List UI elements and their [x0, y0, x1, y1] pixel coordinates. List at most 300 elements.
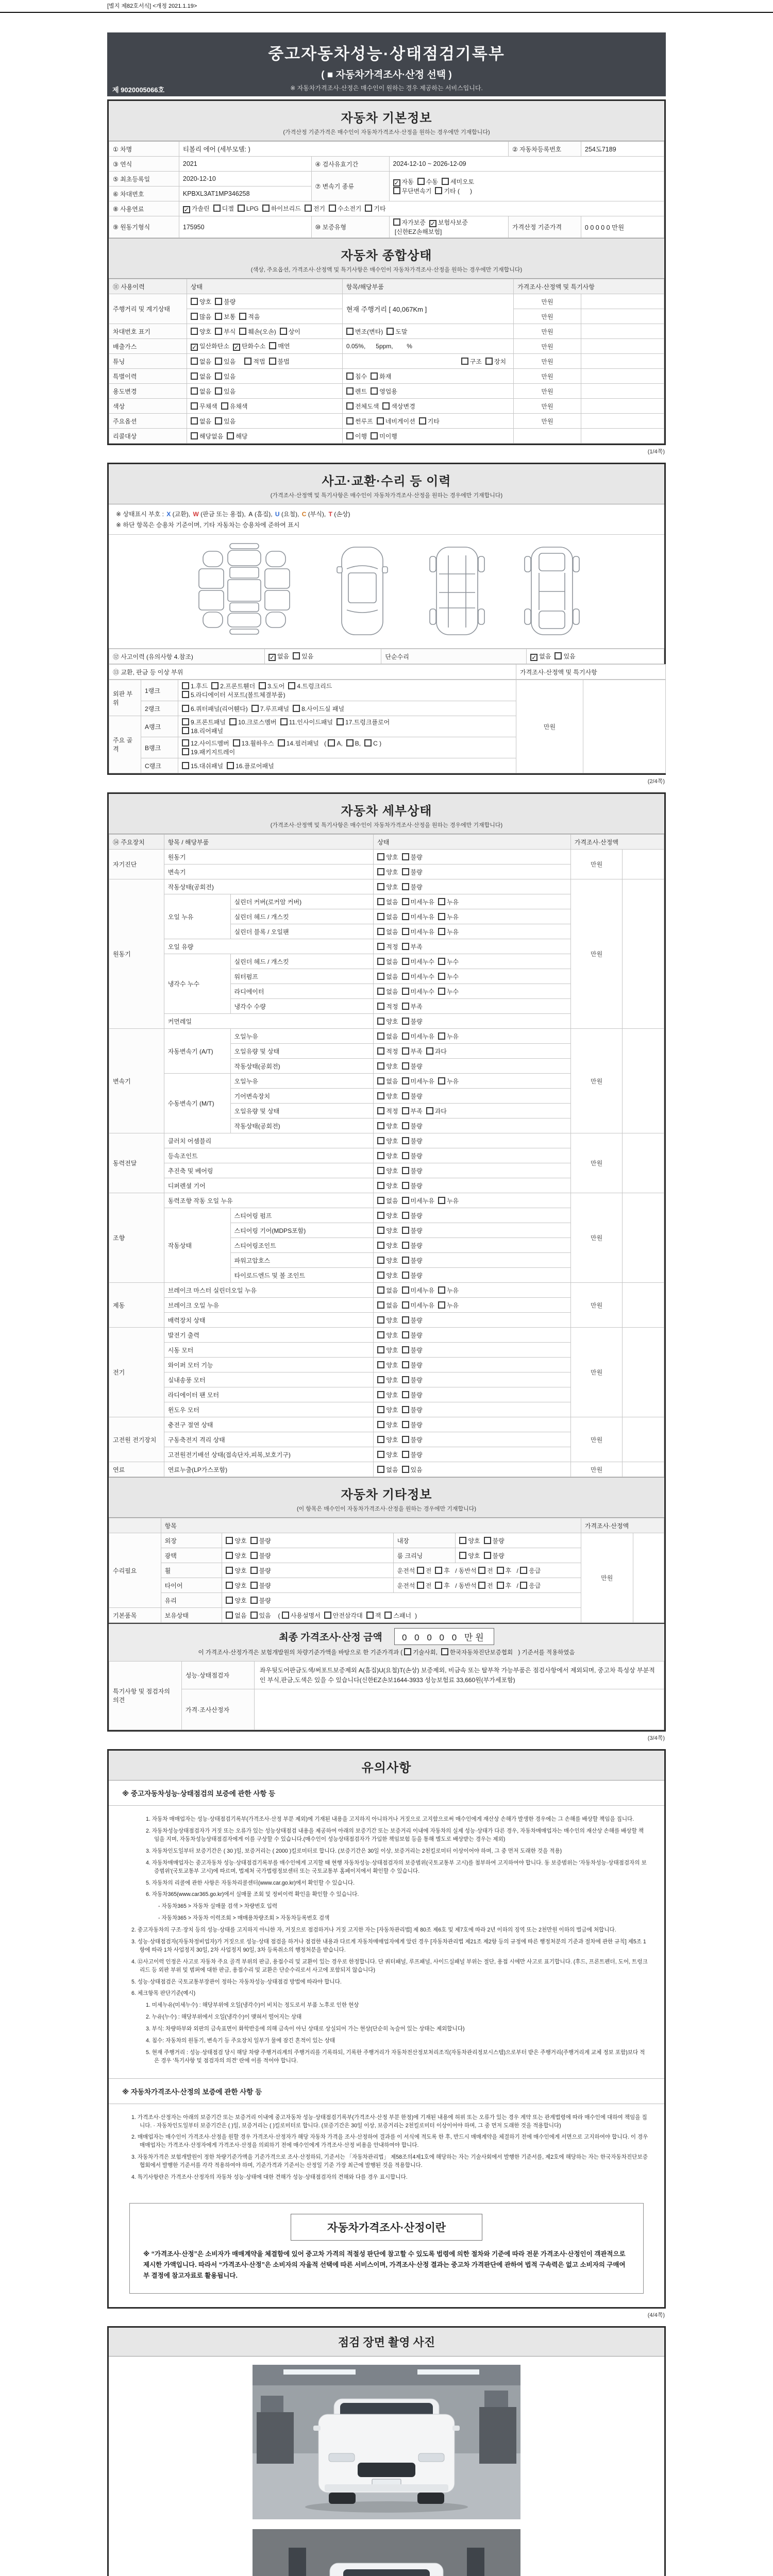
checkbox[interactable]	[191, 372, 198, 380]
checkbox[interactable]	[386, 328, 394, 335]
checkbox[interactable]	[215, 387, 222, 395]
photo-area	[109, 2357, 664, 2576]
checkbox[interactable]	[402, 1451, 409, 1458]
checkbox-option	[402, 942, 423, 951]
checkbox[interactable]	[211, 682, 219, 689]
checkbox[interactable]	[402, 1227, 409, 1234]
checkbox[interactable]	[250, 1552, 258, 1559]
checkbox[interactable]	[402, 1062, 409, 1070]
checkbox[interactable]	[346, 372, 354, 380]
checkbox[interactable]	[226, 1537, 233, 1544]
checkbox[interactable]	[215, 372, 222, 380]
checkbox[interactable]	[215, 358, 222, 365]
checkbox[interactable]	[402, 1107, 409, 1114]
checkbox[interactable]	[402, 913, 409, 920]
checkbox-label: 누유	[446, 913, 459, 921]
checkbox[interactable]	[377, 1152, 384, 1159]
price-cell: 만원	[570, 1029, 623, 1133]
checkbox[interactable]	[377, 1182, 384, 1189]
checkbox[interactable]	[259, 682, 266, 689]
checkbox[interactable]	[262, 205, 270, 212]
car-diagram-underbody	[418, 542, 496, 640]
checkbox[interactable]	[377, 1451, 384, 1458]
checkbox[interactable]	[393, 218, 400, 226]
checkbox[interactable]: ✓	[191, 344, 197, 351]
checkbox[interactable]: ✓	[183, 206, 189, 213]
notice-title: 유의사항	[361, 1761, 412, 1775]
checkbox[interactable]	[329, 205, 336, 212]
checkbox[interactable]	[402, 1003, 409, 1010]
checkbox-option	[191, 342, 229, 351]
checkbox[interactable]	[459, 1552, 466, 1559]
checkbox[interactable]	[377, 1047, 384, 1055]
checkbox[interactable]	[402, 1361, 409, 1368]
checkbox[interactable]	[402, 1032, 409, 1040]
checkbox[interactable]	[377, 1032, 384, 1040]
checkbox[interactable]	[402, 868, 409, 875]
checkbox[interactable]	[435, 1582, 442, 1589]
checkbox[interactable]	[426, 1047, 433, 1055]
checkbox-option	[250, 1551, 271, 1560]
checkbox[interactable]	[377, 1406, 384, 1413]
label-cell: 주요옵션	[109, 414, 187, 429]
checkbox[interactable]	[269, 358, 276, 365]
checkbox[interactable]	[377, 1436, 384, 1443]
checkbox[interactable]	[226, 1552, 233, 1559]
price-definition-title: 자동차가격조사·산정이란	[291, 2214, 482, 2241]
checkbox[interactable]	[402, 1391, 409, 1398]
checkbox[interactable]	[278, 739, 285, 747]
checkbox[interactable]	[377, 1077, 384, 1084]
label-cell: 작동상태(공회전)	[230, 1118, 374, 1133]
checkbox[interactable]	[377, 1316, 384, 1324]
checkbox-label: 훼손(오손)	[248, 328, 276, 335]
checkbox[interactable]	[239, 328, 246, 335]
checkbox-label: 양호	[386, 868, 398, 876]
checkbox-label: 양호	[386, 1346, 398, 1354]
table-row	[109, 1689, 664, 1730]
checkbox-label: 있음	[563, 653, 576, 660]
checkbox[interactable]	[402, 1092, 409, 1099]
checkbox[interactable]	[346, 739, 354, 747]
checkbox[interactable]	[497, 1567, 504, 1574]
checkbox[interactable]	[182, 682, 189, 689]
checkbox[interactable]	[226, 1612, 233, 1619]
checkbox[interactable]	[402, 1346, 409, 1353]
checkbox[interactable]	[402, 1301, 409, 1309]
checkbox[interactable]	[250, 1567, 258, 1574]
checkbox[interactable]	[293, 652, 300, 659]
checkbox[interactable]	[402, 1152, 409, 1159]
checkbox-label: 적법	[253, 358, 265, 365]
checkbox[interactable]	[182, 748, 189, 755]
checkbox[interactable]	[402, 853, 409, 860]
remarks-table	[109, 1661, 664, 1730]
checkbox[interactable]	[402, 1466, 409, 1473]
table-row	[109, 1593, 664, 1608]
checkbox[interactable]	[426, 1107, 433, 1114]
checkbox-option	[377, 1316, 398, 1325]
checkbox[interactable]	[402, 1242, 409, 1249]
checkbox[interactable]: ✓	[531, 654, 537, 661]
checkbox[interactable]	[484, 1537, 491, 1544]
checkbox[interactable]	[346, 402, 354, 410]
checkbox[interactable]	[393, 187, 400, 194]
checkbox-option	[377, 1062, 398, 1071]
checkbox[interactable]: ✓	[430, 220, 435, 227]
checkbox[interactable]	[377, 1197, 384, 1204]
checkbox-option	[346, 327, 383, 336]
checkbox[interactable]	[402, 1212, 409, 1219]
checkbox[interactable]	[417, 1582, 424, 1589]
checkbox[interactable]	[227, 432, 234, 439]
checkbox[interactable]	[213, 205, 221, 212]
checkbox[interactable]	[438, 1301, 445, 1309]
checkbox[interactable]	[402, 1137, 409, 1144]
checkbox[interactable]	[377, 1242, 384, 1249]
checkbox[interactable]	[377, 1227, 384, 1234]
checkbox[interactable]	[250, 1537, 258, 1544]
accident-history-checkbox-cell	[264, 649, 381, 664]
checkbox[interactable]	[402, 1272, 409, 1279]
checkbox[interactable]	[402, 1421, 409, 1428]
checkbox-label: 양호	[386, 1227, 398, 1234]
label-cell: A랭크	[141, 716, 178, 737]
checkbox[interactable]	[377, 913, 384, 920]
checkbox[interactable]	[478, 1582, 485, 1589]
checkbox[interactable]	[438, 1077, 445, 1084]
checkbox[interactable]	[438, 973, 445, 980]
checkbox-cell	[222, 1578, 393, 1593]
checkbox[interactable]	[346, 417, 354, 425]
checkbox-option	[459, 1551, 480, 1560]
final-price-label: 최종 가격조사·산정 금액	[279, 1632, 382, 1643]
checkbox[interactable]	[305, 205, 312, 212]
cell-text: )	[415, 1612, 417, 1619]
checkbox-option	[269, 342, 290, 350]
checkbox-cell	[374, 984, 570, 999]
checkbox[interactable]	[191, 358, 198, 365]
checkbox[interactable]	[377, 1346, 384, 1353]
checkbox[interactable]	[402, 1018, 409, 1025]
checkbox[interactable]	[377, 1466, 384, 1473]
checkbox-option	[402, 1122, 423, 1130]
checkbox-option	[377, 1286, 398, 1295]
checkbox[interactable]	[377, 1003, 384, 1010]
checkbox[interactable]	[438, 913, 445, 920]
checkbox-option	[393, 177, 414, 187]
checkbox[interactable]	[402, 928, 409, 935]
checkbox-option	[226, 1536, 246, 1545]
checkbox[interactable]	[520, 1567, 527, 1574]
checkbox[interactable]	[402, 958, 409, 965]
checkbox-label: 화재	[379, 372, 392, 380]
checkbox[interactable]	[227, 762, 234, 769]
checkbox[interactable]	[438, 1286, 445, 1294]
checkbox[interactable]	[328, 739, 335, 747]
checkbox[interactable]	[402, 1316, 409, 1324]
checkbox[interactable]	[377, 883, 384, 890]
column-header	[109, 1518, 161, 1533]
checkbox[interactable]	[229, 718, 237, 725]
price-definition-box	[129, 2203, 644, 2294]
checkbox-option	[250, 1596, 271, 1605]
checkbox[interactable]	[402, 1047, 409, 1055]
checkbox[interactable]	[402, 1197, 409, 1204]
checkbox[interactable]	[402, 1331, 409, 1338]
checkbox[interactable]	[377, 1391, 384, 1398]
checkbox[interactable]	[251, 705, 259, 712]
checkbox[interactable]	[377, 853, 384, 860]
checkbox-option	[346, 417, 373, 426]
checkbox[interactable]	[402, 1122, 409, 1129]
checkbox-label: 누수	[446, 958, 459, 965]
checkbox-option	[402, 1092, 423, 1100]
checkbox[interactable]	[402, 883, 409, 890]
checkbox-label: 7.루프패널	[260, 705, 290, 713]
checkbox[interactable]	[280, 718, 288, 725]
checkbox[interactable]	[435, 1567, 442, 1574]
checkbox[interactable]	[191, 328, 198, 335]
checkbox[interactable]	[402, 1286, 409, 1294]
checkbox[interactable]	[288, 682, 295, 689]
checkbox[interactable]	[377, 1167, 384, 1174]
checkbox[interactable]	[438, 988, 445, 995]
checkbox[interactable]	[215, 328, 222, 335]
legend-text: (부식),	[306, 511, 328, 518]
checkbox-label: 13.휠하우스	[241, 740, 274, 747]
column-header: 가격조사·산정액	[581, 1518, 664, 1533]
checkbox[interactable]	[461, 358, 468, 365]
checkbox-label: 불량	[410, 853, 423, 861]
checkbox[interactable]: ✓	[394, 179, 399, 187]
checkbox[interactable]	[215, 313, 222, 320]
checkbox-option	[441, 1648, 513, 1656]
checkbox[interactable]	[438, 1032, 445, 1040]
checkbox[interactable]	[239, 313, 246, 320]
checkbox[interactable]	[250, 1582, 258, 1589]
checkbox-option	[366, 1611, 381, 1620]
checkbox[interactable]	[346, 328, 354, 335]
checkbox[interactable]	[442, 178, 449, 185]
checkbox-cell	[178, 701, 516, 716]
checkbox[interactable]	[182, 705, 189, 712]
checkbox[interactable]	[417, 178, 425, 185]
checkbox[interactable]	[377, 1062, 384, 1070]
label-cell: 추진축 및 베어링	[164, 1163, 374, 1178]
checkbox[interactable]	[215, 417, 222, 425]
checkbox[interactable]	[377, 1107, 384, 1114]
checkbox[interactable]	[377, 1331, 384, 1338]
checkbox[interactable]	[438, 1197, 445, 1204]
checkbox-cell	[374, 850, 570, 865]
checkbox[interactable]	[221, 402, 228, 410]
checkbox[interactable]	[377, 1018, 384, 1025]
checkbox[interactable]	[404, 1648, 411, 1655]
checkbox[interactable]	[226, 1597, 233, 1604]
checkbox[interactable]	[182, 739, 189, 747]
checkbox[interactable]	[402, 1376, 409, 1383]
status-symbol-legend	[109, 504, 664, 519]
checkbox[interactable]	[377, 1092, 384, 1099]
checkbox[interactable]	[402, 1167, 409, 1174]
checkbox[interactable]	[377, 868, 384, 875]
checkbox[interactable]: ✓	[233, 344, 239, 351]
checkbox[interactable]	[377, 1301, 384, 1309]
checkbox[interactable]	[377, 1376, 384, 1383]
checkbox[interactable]	[337, 718, 344, 725]
checkbox[interactable]	[371, 432, 378, 439]
checkbox[interactable]	[377, 898, 384, 905]
checkbox[interactable]	[377, 1122, 384, 1129]
checkbox-option	[402, 957, 434, 966]
checkbox[interactable]	[233, 739, 240, 747]
checkbox-option	[182, 761, 223, 770]
checkbox[interactable]	[554, 652, 562, 659]
checkbox[interactable]	[250, 1597, 258, 1604]
checkbox[interactable]	[324, 1612, 331, 1619]
checkbox[interactable]	[215, 298, 222, 305]
checkbox[interactable]	[377, 943, 384, 950]
checkbox[interactable]	[441, 1648, 448, 1655]
checkbox[interactable]	[402, 1406, 409, 1413]
checkbox[interactable]	[377, 417, 384, 425]
checkbox[interactable]	[377, 973, 384, 980]
checkbox[interactable]	[459, 1537, 466, 1544]
checkbox[interactable]	[377, 1257, 384, 1264]
checkbox-option	[377, 1450, 398, 1459]
checkbox[interactable]	[417, 1567, 424, 1574]
checkbox[interactable]	[377, 1421, 384, 1428]
checkbox-option	[227, 761, 274, 770]
label-cell	[581, 294, 664, 309]
checkbox[interactable]	[402, 973, 409, 980]
checkbox[interactable]	[402, 1436, 409, 1443]
checkbox[interactable]	[191, 298, 198, 305]
checkbox-label: 누유	[446, 1197, 459, 1205]
checkbox[interactable]	[282, 1612, 289, 1619]
first-registration-value: 2020-12-10	[179, 172, 311, 187]
checkbox[interactable]	[402, 1182, 409, 1189]
checkbox-cell	[342, 384, 513, 399]
checkbox-option	[288, 682, 332, 690]
checkbox[interactable]	[377, 928, 384, 935]
checkbox[interactable]	[377, 1212, 384, 1219]
checkbox[interactable]	[244, 358, 251, 365]
checkbox[interactable]	[377, 958, 384, 965]
notice-item: 2. 중고자동차의 구조·장치 등의 성능·상태를 고지하지 아니한 자, 거짓으로 점검하거나 거짓 고지한 자는 [자동차관리법] 제 80조 제6호 및 제7호에 따라 2년 이하의 징역 또는 2천만원 이하의 벌금에 처합니다.	[131, 1927, 616, 1934]
checkbox[interactable]	[371, 387, 378, 395]
checkbox[interactable]	[478, 1567, 485, 1574]
checkbox[interactable]	[238, 205, 245, 212]
checkbox-label: 누유	[446, 1032, 459, 1040]
checkbox-option	[229, 718, 277, 726]
table-row	[109, 142, 664, 157]
checkbox[interactable]	[484, 1552, 491, 1559]
checkbox-cell	[187, 369, 342, 384]
checkbox[interactable]	[419, 417, 426, 425]
label-cell: 라디에이터	[230, 984, 374, 999]
checkbox[interactable]	[250, 1612, 258, 1619]
checkbox[interactable]	[435, 187, 442, 194]
checkbox[interactable]	[191, 387, 198, 395]
inspection-photo-rear	[242, 2529, 531, 2576]
checkbox[interactable]	[191, 432, 198, 439]
checkbox[interactable]	[226, 1567, 233, 1574]
checkbox-label: 영업용	[379, 387, 397, 395]
label-cell	[623, 1417, 664, 1462]
checkbox[interactable]	[269, 342, 276, 349]
checkbox[interactable]	[182, 727, 189, 734]
checkbox[interactable]	[438, 898, 445, 905]
price-cell: 만원	[514, 309, 581, 324]
checkbox[interactable]	[377, 1361, 384, 1368]
checkbox-option	[250, 1611, 271, 1620]
checkbox[interactable]	[377, 1286, 384, 1294]
price-cell: 만원	[570, 879, 623, 1029]
checkbox[interactable]	[438, 928, 445, 935]
checkbox-label: 장치	[494, 358, 507, 365]
checkbox[interactable]	[182, 691, 189, 698]
checkbox[interactable]	[377, 1137, 384, 1144]
checkbox-label: 매연	[278, 343, 290, 350]
checkbox[interactable]	[497, 1582, 504, 1589]
checkbox[interactable]	[384, 1612, 392, 1619]
checkbox[interactable]	[182, 718, 189, 725]
page4-box	[107, 1749, 666, 2308]
checkbox[interactable]	[382, 402, 390, 410]
checkbox-cell	[374, 999, 570, 1014]
checkbox[interactable]	[346, 432, 354, 439]
checkbox[interactable]	[226, 1582, 233, 1589]
checkbox-option	[402, 1047, 423, 1056]
checkbox[interactable]	[402, 898, 409, 905]
checkbox-label: 불량	[410, 1361, 423, 1369]
checkbox[interactable]	[371, 372, 378, 380]
checkbox-label: 안전삼각대	[332, 1612, 363, 1619]
table-row	[109, 384, 664, 399]
checkbox[interactable]	[191, 417, 198, 425]
checkbox-option	[215, 327, 236, 336]
column-header: 가격조사·산정액	[570, 835, 664, 850]
checkbox[interactable]	[346, 387, 354, 395]
checkbox[interactable]	[377, 1272, 384, 1279]
checkbox-cell	[374, 1178, 570, 1193]
checkbox[interactable]	[402, 1077, 409, 1084]
checkbox[interactable]: ✓	[269, 654, 275, 661]
checkbox[interactable]	[280, 328, 287, 335]
checkbox-option	[438, 1032, 459, 1041]
checkbox[interactable]	[377, 988, 384, 995]
checkbox[interactable]	[182, 762, 189, 769]
checkbox[interactable]	[191, 402, 198, 410]
checkbox-cell	[374, 879, 570, 894]
checkbox-cell	[374, 1163, 570, 1178]
checkbox[interactable]	[293, 705, 300, 712]
checkbox[interactable]	[191, 313, 198, 320]
checkbox[interactable]	[485, 358, 493, 365]
car-diagram-unfolded	[182, 542, 306, 640]
checkbox[interactable]	[438, 958, 445, 965]
checkbox[interactable]	[520, 1582, 527, 1589]
checkbox[interactable]	[366, 1612, 374, 1619]
checkbox[interactable]	[364, 739, 372, 747]
checkbox[interactable]	[402, 943, 409, 950]
checkbox-option	[478, 1566, 493, 1575]
checkbox[interactable]	[402, 988, 409, 995]
checkbox[interactable]	[402, 1257, 409, 1264]
checkbox[interactable]	[365, 205, 372, 212]
